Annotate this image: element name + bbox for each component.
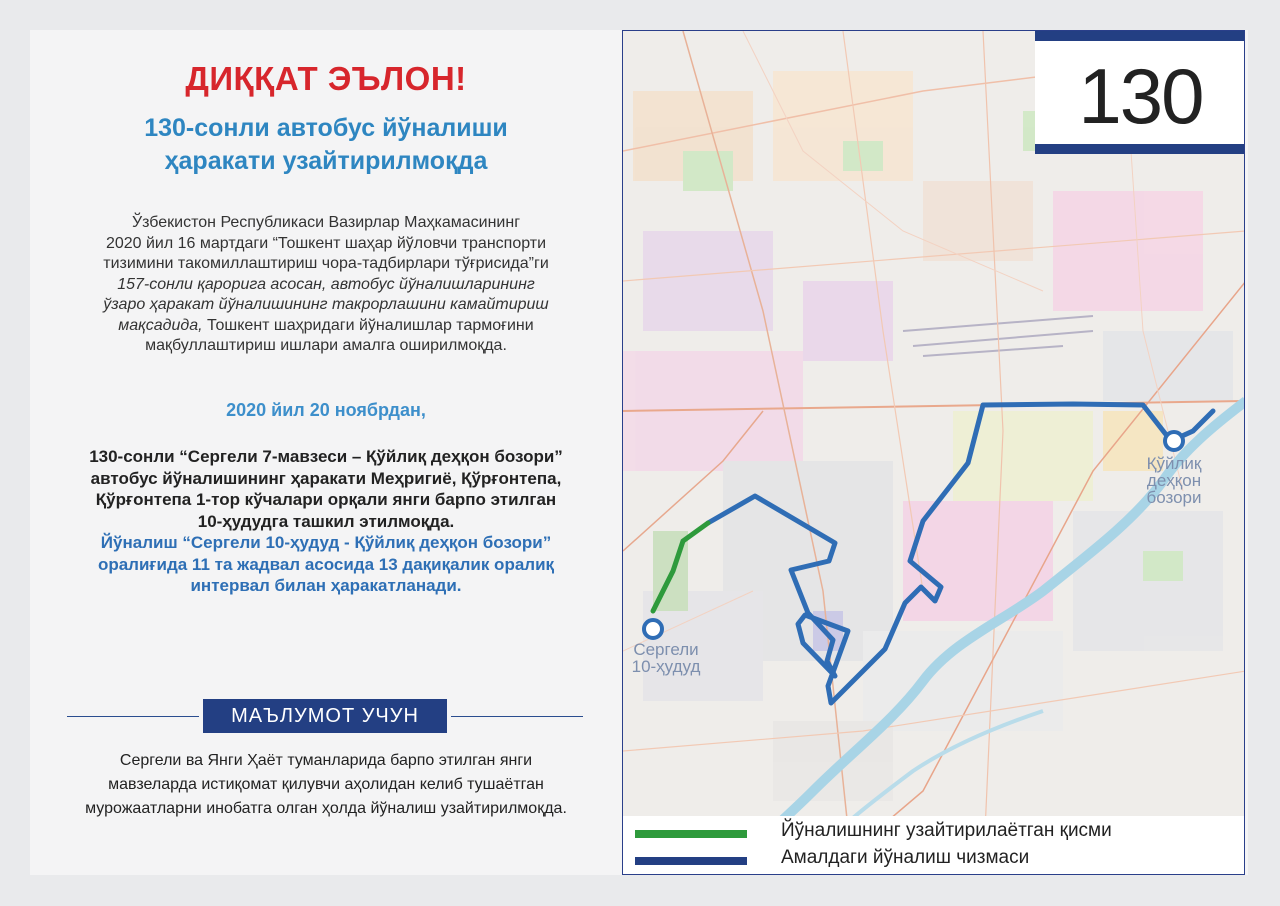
- intro-italic-text: 157-сонли қарорига асосан, автобус йўналишларининг: [117, 275, 535, 293]
- stop-label-line: Қўйлиқ: [1146, 454, 1202, 473]
- stop-marker-start[interactable]: [644, 620, 662, 638]
- route-detail: [50, 446, 602, 597]
- route-number: 130: [1078, 52, 1203, 140]
- route-box-bar-bottom: [1035, 144, 1245, 154]
- legend-swatch-green: [635, 830, 747, 838]
- route-box-bar-top: [1035, 31, 1245, 41]
- info-line: мавзеларда истиқомат қилувчи аҳолидан келиб тушаётган: [108, 776, 544, 793]
- intro-italic-text: мақсадида,: [118, 316, 203, 334]
- intro-line: мақбуллаштириш ишлари амалга оширилмоқда.: [145, 337, 507, 354]
- stop-label-line: Сергели: [633, 640, 699, 659]
- detail-line: 10-ҳудудга ташкил этилмоқда.: [197, 511, 455, 531]
- info-line: Сергели ва Янги Ҳаёт туманларида барпо этилган янги: [119, 752, 533, 769]
- info-line: мурожаатларни инобатга олган ҳолда йўналиш узайтирилмоқда.: [85, 800, 567, 817]
- map-canvas[interactable]: [623, 31, 1245, 875]
- route-number-box: [1035, 31, 1245, 154]
- info-paragraph: [70, 749, 582, 821]
- legend-label: Амалдаги йўналиш чизмаси: [781, 847, 1030, 868]
- stop-label-line: деҳқон: [1146, 471, 1202, 490]
- detail-line-highlight: интервал билан ҳаракатланади.: [190, 576, 462, 595]
- intro-line: тизимини такомиллаштириш чора-тадбирлари тўғрисида”ги: [103, 255, 549, 272]
- subtitle-line: ҳаракати узайтирилмоқда: [164, 147, 488, 175]
- legend-label: Йўналишнинг узайтирилаётган қисми: [781, 820, 1112, 841]
- detail-line: автобус йўналишининг ҳаракати Меҳригиё, Қўрғонтепа,: [90, 468, 562, 488]
- notice-heading: ДИҚҚАТ ЭЪЛОН!: [185, 60, 467, 97]
- intro-line: 2020 йил 16 мартдаги “Тошкент шаҳар йўловчи транспорти: [105, 234, 547, 252]
- intro-line: [70, 275, 582, 296]
- divider-right: [451, 716, 583, 717]
- notice-subtitle: [70, 112, 582, 178]
- intro-line: [70, 316, 582, 337]
- divider-left: [67, 716, 199, 717]
- stop-label-line: 10-ҳудуд: [631, 657, 701, 676]
- notice-panel: [30, 30, 622, 875]
- detail-line: Қўрғонтепа 1-тор кўчалари орқали янги барпо этилган: [95, 490, 557, 509]
- intro-text: Тошкент шаҳридаги йўналишлар тармоғини: [202, 316, 534, 334]
- detail-line-highlight: Йўналиш “Сергели 10-ҳудуд - Қўйлиқ деҳқон бозори”: [100, 533, 552, 552]
- route-map[interactable]: [622, 30, 1245, 875]
- subtitle-line: 130-сонли автобус йўналиши: [144, 114, 508, 142]
- intro-line: Ўзбекистон Республикаси Вазирлар Маҳкамасининг: [131, 214, 521, 231]
- intro-italic-text: ўзаро ҳаракат йўналишининг такрорлашини камайтириш: [103, 296, 549, 313]
- effective-date: 2020 йил 20 ноябрдан,: [226, 400, 426, 420]
- map-legend: [623, 816, 1245, 875]
- detail-line-highlight: оралиғида 11 та жадвал асосида 13 дақиқалик оралиқ: [97, 554, 555, 574]
- intro-line: [70, 295, 582, 316]
- stop-marker-end[interactable]: [1165, 432, 1183, 450]
- stop-label-line: бозори: [1146, 488, 1202, 507]
- stop-label-end: [1131, 455, 1217, 506]
- intro-paragraph: [70, 213, 582, 357]
- detail-line: 130-сонли “Сергели 7-мавзеси – Қўйлиқ деҳқон бозори”: [89, 447, 563, 466]
- legend-swatch-blue: [635, 857, 747, 865]
- stop-label-start: [625, 641, 707, 675]
- info-badge: МАЪЛУМОТ УЧУН: [203, 699, 447, 733]
